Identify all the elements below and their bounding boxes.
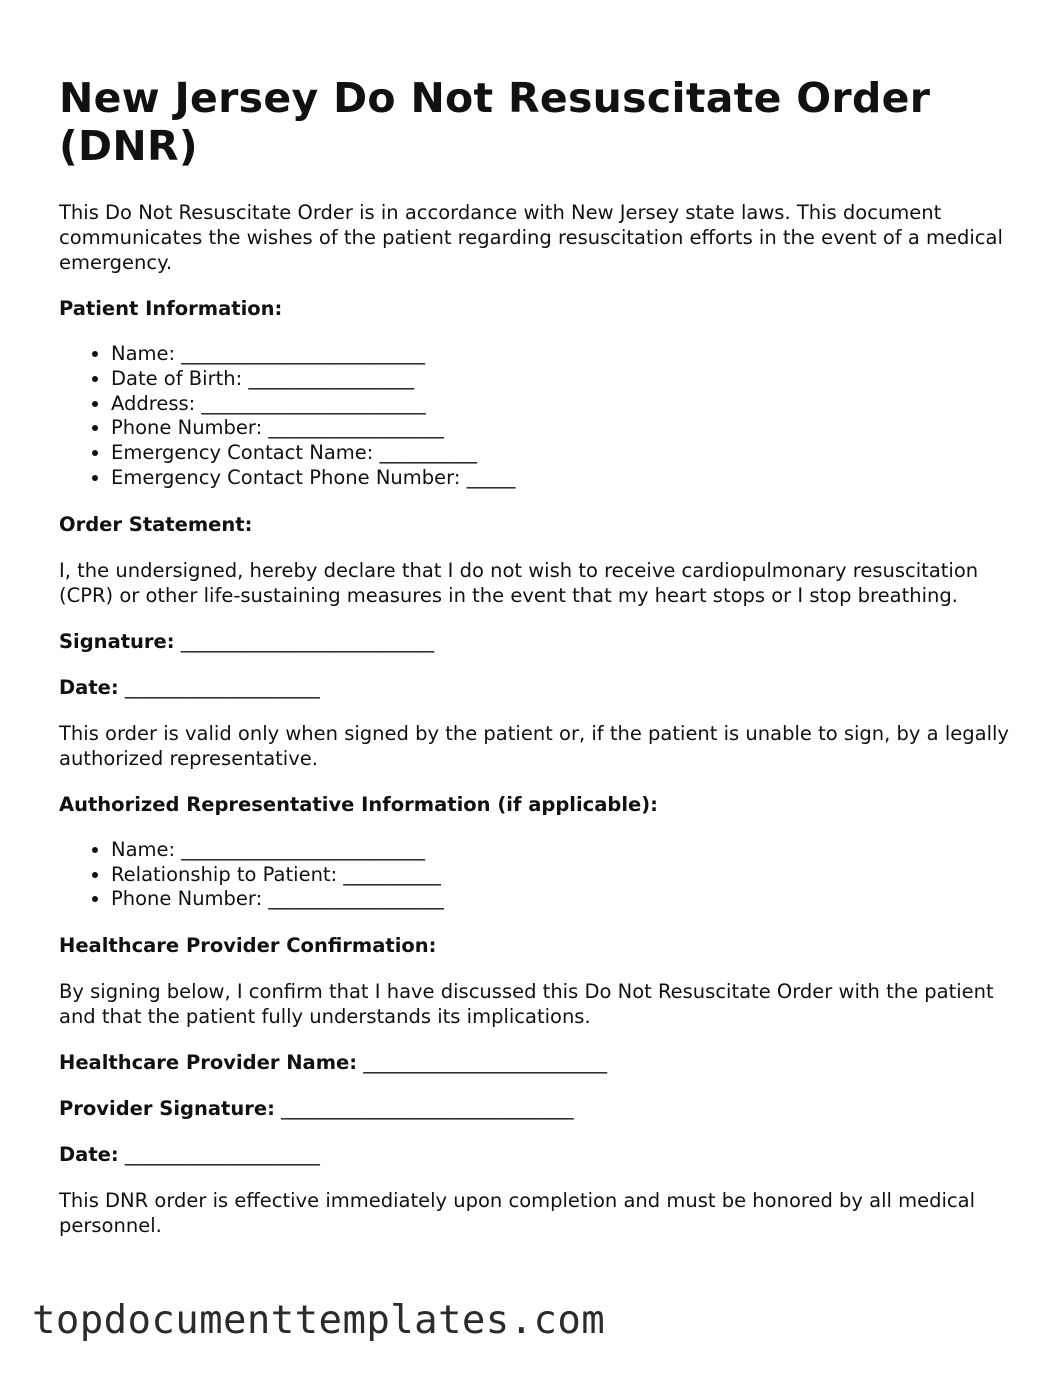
page-title: New Jersey Do Not Resuscitate Order (DNR) bbox=[59, 74, 931, 170]
provider-name-line bbox=[59, 1050, 1009, 1075]
list-item-address: • Address: _______________________ bbox=[111, 392, 1009, 417]
list-item-rep-name: • Name: _________________________ bbox=[111, 838, 1009, 863]
list-item-emergency-contact-phone: • Emergency Contact Phone Number: _____ bbox=[111, 466, 1009, 491]
provider-confirmation-text: By signing below, I confirm that I have discussed this Do Not Resuscitate Order with the patient and that the patient fully understands its implications. bbox=[59, 980, 994, 1029]
list-item-rep-relationship: • Relationship to Patient: __________ bbox=[111, 863, 1009, 888]
date-line bbox=[59, 675, 1009, 700]
date-label: Date: bbox=[59, 675, 119, 699]
watermark-text: topdocumenttemplates.com bbox=[32, 1298, 606, 1343]
list-item-patient-name: • Name: _________________________ bbox=[111, 342, 1009, 367]
list-item-phone-number: • Phone Number: __________________ bbox=[111, 416, 1009, 441]
order-statement-heading: Order Statement: bbox=[59, 512, 253, 536]
list-item-rep-phone: • Phone Number: __________________ bbox=[111, 887, 1009, 912]
signature-label: Signature: bbox=[59, 629, 175, 653]
provider-date-line bbox=[59, 1142, 1009, 1167]
patient-info-list bbox=[59, 342, 1009, 491]
provider-date-blank: ____________________ bbox=[124, 1143, 320, 1167]
order-statement-text: I, the undersigned, hereby declare that I do not wish to receive cardiopulmonary resuscitation (CPR) or other life-sustaining measures in the event that my heart stops or I stop breathing. bbox=[59, 558, 979, 607]
provider-signature-line bbox=[59, 1096, 1009, 1121]
provider-name-label: Healthcare Provider Name: bbox=[59, 1051, 358, 1075]
representative-list bbox=[59, 838, 1009, 912]
list-item-emergency-contact-name: • Emergency Contact Name: __________ bbox=[111, 441, 1009, 466]
signature-line bbox=[59, 629, 1009, 654]
document-page bbox=[59, 74, 1009, 1259]
list-item-date-of-birth: • Date of Birth: _________________ bbox=[111, 367, 1009, 392]
provider-name-blank: _________________________ bbox=[363, 1051, 608, 1075]
signature-blank: __________________________ bbox=[180, 629, 435, 653]
provider-signature-blank: ______________________________ bbox=[281, 1097, 574, 1121]
provider-date-label: Date: bbox=[59, 1143, 119, 1167]
representative-heading: Authorized Representative Information (if applicable): bbox=[59, 792, 658, 816]
patient-info-heading: Patient Information: bbox=[59, 297, 283, 320]
provider-signature-label: Provider Signature: bbox=[59, 1097, 275, 1121]
closing-paragraph: This DNR order is effective immediately upon completion and must be honored by all medical personnel. bbox=[59, 1189, 976, 1238]
intro-paragraph: This Do Not Resuscitate Order is in accordance with New Jersey state laws. This document communicates the wishes of the patient regarding resuscitation efforts in the event of a medical emergency. bbox=[59, 201, 1003, 274]
date-blank: ____________________ bbox=[124, 675, 320, 699]
validity-paragraph: This order is valid only when signed by the patient or, if the patient is unable to sign, by a legally authorized representative. bbox=[59, 721, 1009, 770]
provider-confirmation-heading: Healthcare Provider Confirmation: bbox=[59, 934, 437, 958]
